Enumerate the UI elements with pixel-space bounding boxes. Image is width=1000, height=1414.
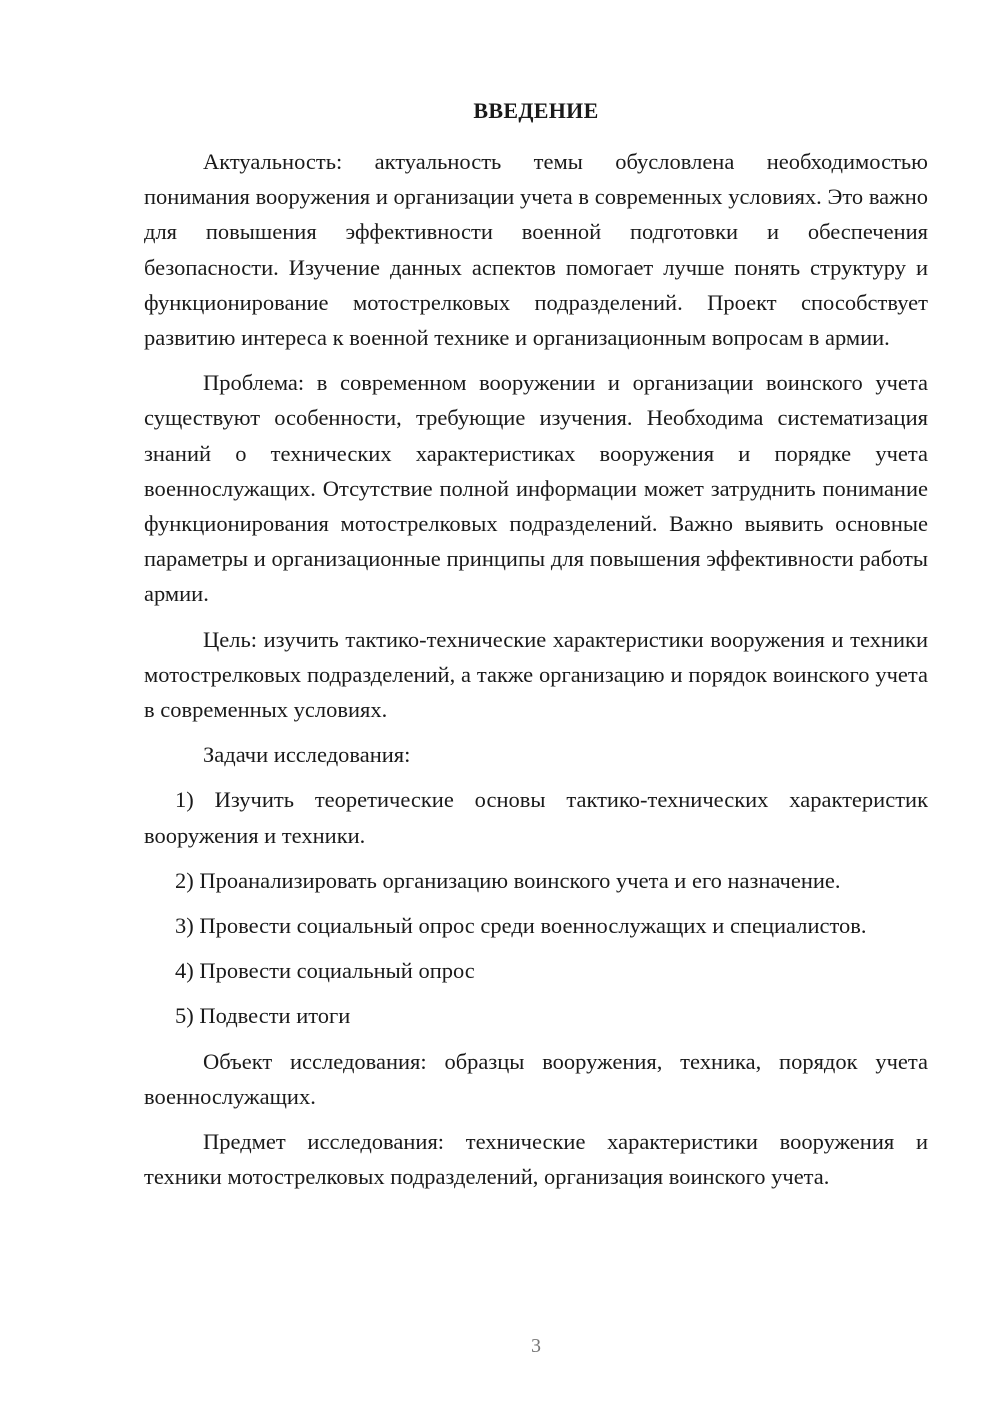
paragraph-problem: Проблема: в современном вооружении и организации воинского учета существуют особенности, требующие изучения. Необходима систематизация знаний о технических характеристиках вооружения и порядке учета военнослужащих. Отсутствие полной информации может затруднить понимание функционирования мотострелковых подразделений. Важно выявить основные параметры и организационные принципы для повышения эффективности работы армии. xyxy=(144,370,928,607)
task-item-1: 1) Изучить теоретические основы тактико-технических характеристик вооружения и техники. xyxy=(144,787,928,848)
document-body xyxy=(144,144,928,1204)
paragraph-goal: Цель: изучить тактико-технические характеристики вооружения и техники мотострелковых подразделений, а также организацию и порядок воинского учета в современных условиях. xyxy=(144,626,928,723)
task-item-4: 4) Провести социальный опрос xyxy=(175,958,475,984)
page-title: ВВЕДЕНИЕ xyxy=(473,98,599,123)
tasks-heading: Задачи исследования: xyxy=(203,742,411,768)
paragraph-object: Объект исследования: образцы вооружения, техника, порядок учета военнослужащих. xyxy=(144,1048,928,1109)
task-item-2: 2) Проанализировать организацию воинского учета и его назначение. xyxy=(175,867,841,893)
paragraph-subject: Предмет исследования: технические характеристики вооружения и техники мотострелковых подразделений, организация воинского учета. xyxy=(144,1129,928,1190)
task-item-3: 3) Провести социальный опрос среди военнослужащих и специалистов. xyxy=(175,913,867,939)
paragraph-relevance: Актуальность: актуальность темы обусловлена необходимостью понимания вооружения и организации учета в современных условиях. Это важно для повышения эффективности военной подготовки и обеспечения безопасности. Изучение данных аспектов помогает лучше понять структуру и функционирование мотострелковых подразделений. Проект способствует развитию интереса к военной технике и организационным вопросам в армии. xyxy=(144,149,928,351)
task-item-5: 5) Подвести итоги xyxy=(175,1003,351,1029)
page-number: 3 xyxy=(531,1335,541,1357)
